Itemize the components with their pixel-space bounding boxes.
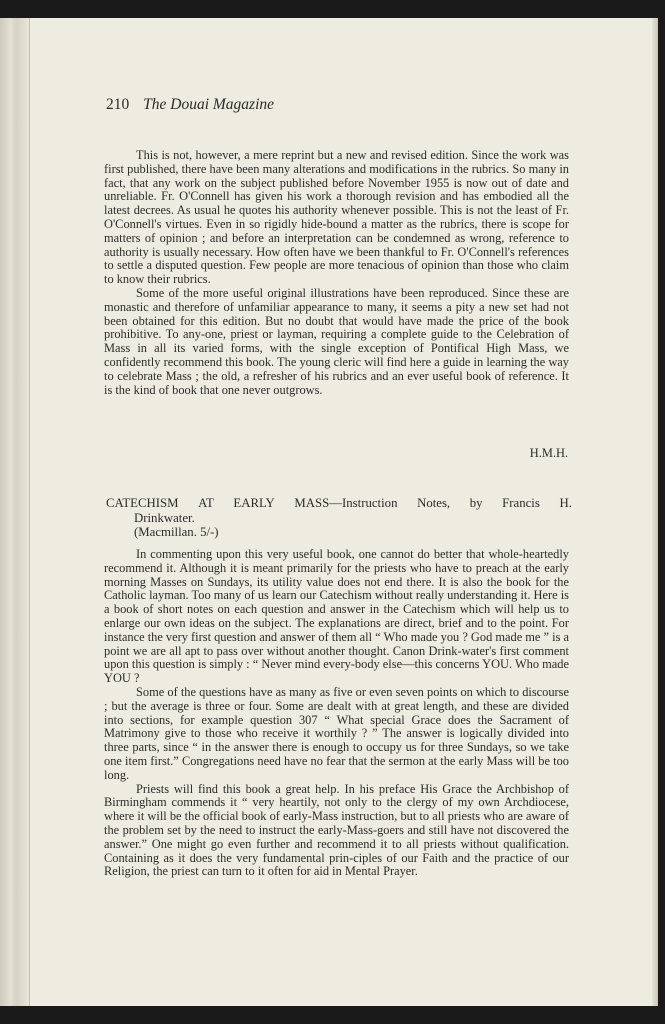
running-header [106, 96, 274, 114]
review-body-1 [104, 149, 569, 397]
title-word: EARLY [233, 496, 275, 510]
title-word: CATECHISM [106, 496, 179, 510]
book-publisher: (Macmillan. 5/-) [134, 525, 219, 539]
book-page [0, 18, 658, 1006]
title-word: AT [198, 496, 214, 510]
review-heading [106, 496, 572, 540]
page-edge [652, 18, 658, 1006]
title-word: Notes, [417, 496, 451, 510]
title-word: Francis [502, 496, 540, 510]
paragraph: Some of the more useful original illustrations have been reproduced. Since these are monastic and therefore of unfamiliar appearance to many, it seems a pity a new set had not been obtained for this edition. But no doubt that would have made the price of the book prohibitive. To any-one, priest or layman, requiring a complete guide to the Celebration of Mass in all its varied forms, with the single exception of Pontifical High Mass, we confidently recommend this book. The young cleric will find here a guide in learning the way to celebrate Mass ; the old, a refresher of his rubrics and an ever useful book of reference. It is the kind of book that one never outgrows. [104, 285, 569, 397]
title-word: by [469, 496, 483, 510]
review-body-2 [104, 548, 569, 879]
title-word: MASS—Instruction [294, 496, 398, 510]
paragraph: Priests will find this book a great help. In his preface His Grace the Archbishop of Birmingham commends it “ very heartily, not only to the clergy of my own Archdiocese, where it will be the official book of early-Mass instruction, but to all priests who are aware of the problem set by the need to instruct the early-Mass-goers and still have not discovered the answer.” One might go even further and recommend it to all priests without qualification. Containing as it does the very fundamental prin-ciples of our Faith and the practice of our Religion, the priest can turn to it often for aid in Mental Prayer. [104, 781, 569, 879]
reviewer-signature: H.M.H. [529, 446, 568, 460]
page-number: 210 [106, 96, 130, 113]
paragraph: In commenting upon this very useful book, one cannot do better that whole-heartedly recommend it. Although it is meant primarily for the priests who have to preach at the early morning Masses on Sundays, its utility value does not end there. It is also the book for the Catholic layman. Too many of us learn our Catechism without really understanding it. Here is a book of short notes on each question and answer in the Catechism which will help us to enlarge our own ideas on the subject. The explanations are direct, brief and to the point. For instance the very first question and answer of them all “ Who made you ? God made me ” is a point we are all apt to pass over without another thought. Canon Drink-water's first comment upon this question is simply : “ Never mind every-body else—this concerns YOU. Who made YOU ? [104, 547, 569, 686]
book-spine [0, 18, 30, 1006]
book-author-continued: Drinkwater. [134, 510, 195, 525]
paragraph: Some of the questions have as many as five or even seven points on which to discourse ; but the average is three or four. Some are dealt with at great length, and these are divided into sections, for example question 307 “ What special Grace does the Sacrament of Matrimony give to those who receive it worthily ? ” The answer is logically divided into three parts, since “ in the answer there is enough to occupy us for three Sundays, so we take one item first.” Congregations need have no fear that the sermon at the early Mass will be too long. [104, 684, 569, 782]
paragraph: This is not, however, a mere reprint but a new and revised edition. Since the work was first published, there have been many alterations and modifications in the rubrics. So many in fact, that any work on the subject published before November 1955 is now out of date and unreliable. Fr. O'Connell has given his work a thorough revision and has embodied all the latest decrees. As usual he quotes his authority whenever possible. This is not the least of Fr. O'Connell's virtues. Even in so rigidly hide-bound a matter as the rubrics, there is scope for matters of opinion ; and before an interpretation can be condemned as wrong, reference to authority is usually necessary. How often have we been thankful to Fr. O'Connell's references to settle a disputed question. Few people are more tenacious of opinion than those who claim to know their rubrics. [104, 148, 569, 287]
book-title-line [106, 496, 572, 511]
title-word: H. [559, 496, 572, 510]
magazine-title: The Douai Magazine [143, 96, 275, 113]
